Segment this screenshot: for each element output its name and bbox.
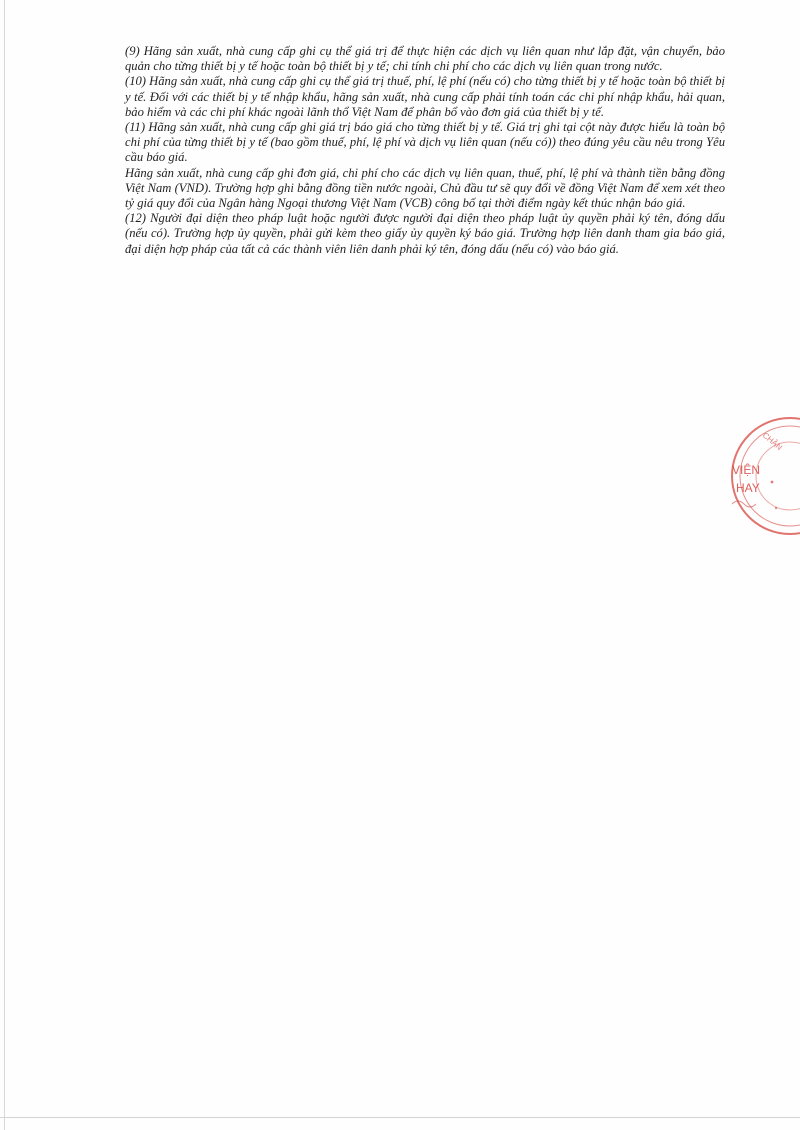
note-10: (10) Hãng sản xuất, nhà cung cấp ghi cụ thể giá trị thuế, phí, lệ phí (nếu có) cho từng thiết bị y tế hoặc toàn bộ thiết bị y tế. Đối với các thiết bị y tế nhập khẩu, hãng sản xuất, nhà cung cấp phải tính toán các chi phí nhập khẩu, hải quan, bảo hiểm và các chi phí khác ngoài lãnh thổ Việt Nam để phân bổ vào đơn giá của thiết bị y tế. [125,74,725,119]
note-currency: Hãng sản xuất, nhà cung cấp ghi đơn giá, chi phí cho các dịch vụ liên quan, thuế, phí, lệ phí và thành tiền bằng đồng Việt Nam (VND). Trường hợp ghi bằng đồng tiền nước ngoài, Chủ đầu tư sẽ quy đổi về đồng Việt Nam để xem xét theo tỷ giá quy đổi của Ngân hàng Ngoại thương Việt Nam (VCB) công bố tại thời điểm ngày kết thúc nhận báo giá. [125,165,725,211]
official-seal-partial [718,408,800,538]
seal-icon [718,408,800,538]
footnotes-block [125,44,725,257]
note-12: (12) Người đại diện theo pháp luật hoặc người được người đại diện theo pháp luật ủy quyền phải ký tên, đóng dấu (nếu có). Trường hợp ủy quyền, phải gửi kèm theo giấy ủy quyền ký báo giá. Trường hợp liên danh tham gia báo giá, đại diện hợp pháp của tất cả các thành viên liên danh phải ký tên, đóng dấu (nếu có) vào báo giá. [125,211,725,256]
note-11: (11) Hãng sản xuất, nhà cung cấp ghi giá trị báo giá cho từng thiết bị y tế. Giá trị ghi tại cột này được hiểu là toàn bộ chi phí của từng thiết bị y tế (bao gồm thuế, phí, lệ phí và dịch vụ liên quan (nếu có)) theo đúng yêu cầu nêu trong Yêu cầu báo giá. [125,120,725,165]
scan-bottom-edge [0,1117,800,1118]
seal-line-2: HAY [736,481,760,495]
seal-ring-text: CHÂN [760,430,784,453]
scan-left-edge [4,0,5,1130]
seal-line-1: VIỆN [732,463,761,477]
note-9: (9) Hãng sản xuất, nhà cung cấp ghi cụ thể giá trị để thực hiện các dịch vụ liên quan như lắp đặt, vận chuyển, bảo quản cho từng thiết bị y tế hoặc toàn bộ thiết bị y tế; chi tính chi phí cho các dịch vụ liên quan trong nước. [125,44,725,74]
